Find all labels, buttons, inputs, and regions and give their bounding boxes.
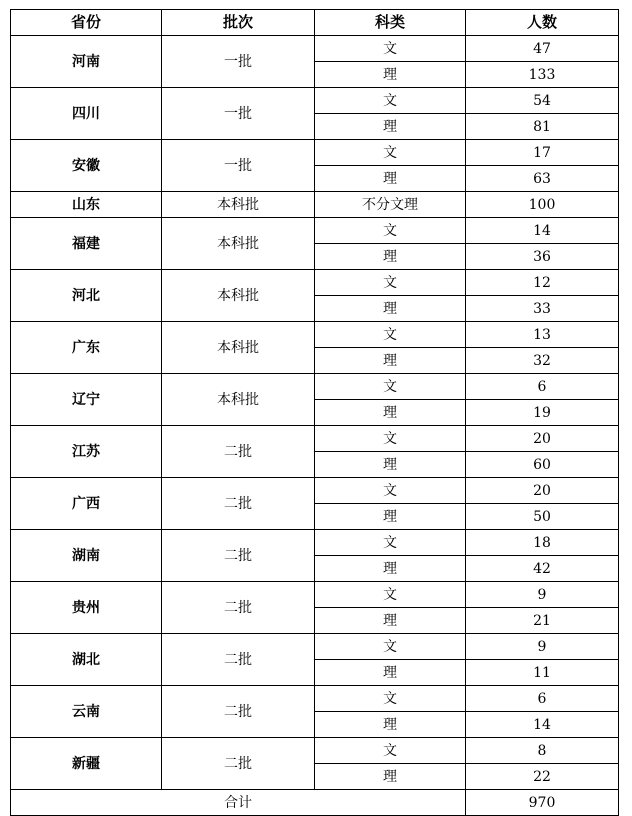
- category-cell: 文: [315, 426, 466, 452]
- header-batch: 批次: [162, 10, 315, 36]
- category-cell: 理: [315, 452, 466, 478]
- count-cell: 9: [466, 582, 619, 608]
- table-row: [11, 634, 619, 660]
- batch-cell: 一批: [162, 140, 315, 192]
- table-row: [11, 192, 619, 218]
- category-cell: 理: [315, 348, 466, 374]
- count-cell: 100: [466, 192, 619, 218]
- category-cell: 理: [315, 764, 466, 790]
- header-province: 省份: [11, 10, 162, 36]
- count-cell: 13: [466, 322, 619, 348]
- table-row: [11, 582, 619, 608]
- count-cell: 32: [466, 348, 619, 374]
- header-row: [11, 10, 619, 36]
- province-cell: 河南: [11, 36, 162, 88]
- province-cell: 河北: [11, 270, 162, 322]
- province-cell: 湖北: [11, 634, 162, 686]
- enrollment-quota-table: [10, 9, 619, 816]
- header-count: 人数: [466, 10, 619, 36]
- province-cell: 贵州: [11, 582, 162, 634]
- category-cell: 理: [315, 244, 466, 270]
- category-cell: 理: [315, 400, 466, 426]
- batch-cell: 一批: [162, 88, 315, 140]
- province-cell: 广西: [11, 478, 162, 530]
- count-cell: 54: [466, 88, 619, 114]
- batch-cell: 一批: [162, 36, 315, 88]
- count-cell: 133: [466, 62, 619, 88]
- category-cell: 理: [315, 660, 466, 686]
- count-cell: 33: [466, 296, 619, 322]
- category-cell: 文: [315, 634, 466, 660]
- batch-cell: 本科批: [162, 218, 315, 270]
- province-cell: 江苏: [11, 426, 162, 478]
- count-cell: 47: [466, 36, 619, 62]
- total-count: 970: [466, 790, 619, 816]
- batch-cell: 二批: [162, 686, 315, 738]
- category-cell: 文: [315, 88, 466, 114]
- count-cell: 63: [466, 166, 619, 192]
- total-label: 合计: [11, 790, 466, 816]
- table-body: [11, 36, 619, 790]
- batch-cell: 本科批: [162, 374, 315, 426]
- count-cell: 50: [466, 504, 619, 530]
- province-cell: 广东: [11, 322, 162, 374]
- province-cell: 湖南: [11, 530, 162, 582]
- province-cell: 四川: [11, 88, 162, 140]
- category-cell: 理: [315, 608, 466, 634]
- count-cell: 11: [466, 660, 619, 686]
- table-row: [11, 270, 619, 296]
- batch-cell: 二批: [162, 426, 315, 478]
- table-row: [11, 218, 619, 244]
- batch-cell: 二批: [162, 738, 315, 790]
- table-row: [11, 140, 619, 166]
- table-row: [11, 530, 619, 556]
- province-cell: 新疆: [11, 738, 162, 790]
- category-cell: 文: [315, 530, 466, 556]
- batch-cell: 本科批: [162, 322, 315, 374]
- count-cell: 19: [466, 400, 619, 426]
- province-cell: 山东: [11, 192, 162, 218]
- count-cell: 14: [466, 218, 619, 244]
- table-row: [11, 322, 619, 348]
- category-cell: 理: [315, 166, 466, 192]
- count-cell: 18: [466, 530, 619, 556]
- province-cell: 辽宁: [11, 374, 162, 426]
- table-row: [11, 686, 619, 712]
- category-cell: 理: [315, 296, 466, 322]
- category-cell: 理: [315, 556, 466, 582]
- batch-cell: 二批: [162, 478, 315, 530]
- table-row: [11, 478, 619, 504]
- total-row: [11, 790, 619, 816]
- count-cell: 6: [466, 686, 619, 712]
- table-row: [11, 738, 619, 764]
- header-category: 科类: [315, 10, 466, 36]
- batch-cell: 二批: [162, 634, 315, 686]
- count-cell: 81: [466, 114, 619, 140]
- count-cell: 6: [466, 374, 619, 400]
- category-cell: 理: [315, 504, 466, 530]
- count-cell: 20: [466, 478, 619, 504]
- category-cell: 文: [315, 582, 466, 608]
- table-row: [11, 426, 619, 452]
- category-cell: 理: [315, 712, 466, 738]
- batch-cell: 二批: [162, 530, 315, 582]
- category-cell: 文: [315, 738, 466, 764]
- category-cell: 文: [315, 140, 466, 166]
- category-cell: 文: [315, 36, 466, 62]
- count-cell: 14: [466, 712, 619, 738]
- count-cell: 20: [466, 426, 619, 452]
- count-cell: 60: [466, 452, 619, 478]
- category-cell: 文: [315, 374, 466, 400]
- count-cell: 42: [466, 556, 619, 582]
- category-cell: 文: [315, 322, 466, 348]
- count-cell: 21: [466, 608, 619, 634]
- category-cell: 理: [315, 62, 466, 88]
- count-cell: 8: [466, 738, 619, 764]
- province-cell: 安徽: [11, 140, 162, 192]
- category-cell: 文: [315, 218, 466, 244]
- table-row: [11, 374, 619, 400]
- count-cell: 17: [466, 140, 619, 166]
- count-cell: 12: [466, 270, 619, 296]
- category-cell: 文: [315, 686, 466, 712]
- province-cell: 福建: [11, 218, 162, 270]
- province-cell: 云南: [11, 686, 162, 738]
- count-cell: 22: [466, 764, 619, 790]
- category-cell: 理: [315, 114, 466, 140]
- category-cell: 文: [315, 270, 466, 296]
- table-row: [11, 88, 619, 114]
- count-cell: 36: [466, 244, 619, 270]
- category-cell: 文: [315, 478, 466, 504]
- batch-cell: 二批: [162, 582, 315, 634]
- batch-cell: 本科批: [162, 270, 315, 322]
- category-cell: 不分文理: [315, 192, 466, 218]
- table-row: [11, 36, 619, 62]
- count-cell: 9: [466, 634, 619, 660]
- batch-cell: 本科批: [162, 192, 315, 218]
